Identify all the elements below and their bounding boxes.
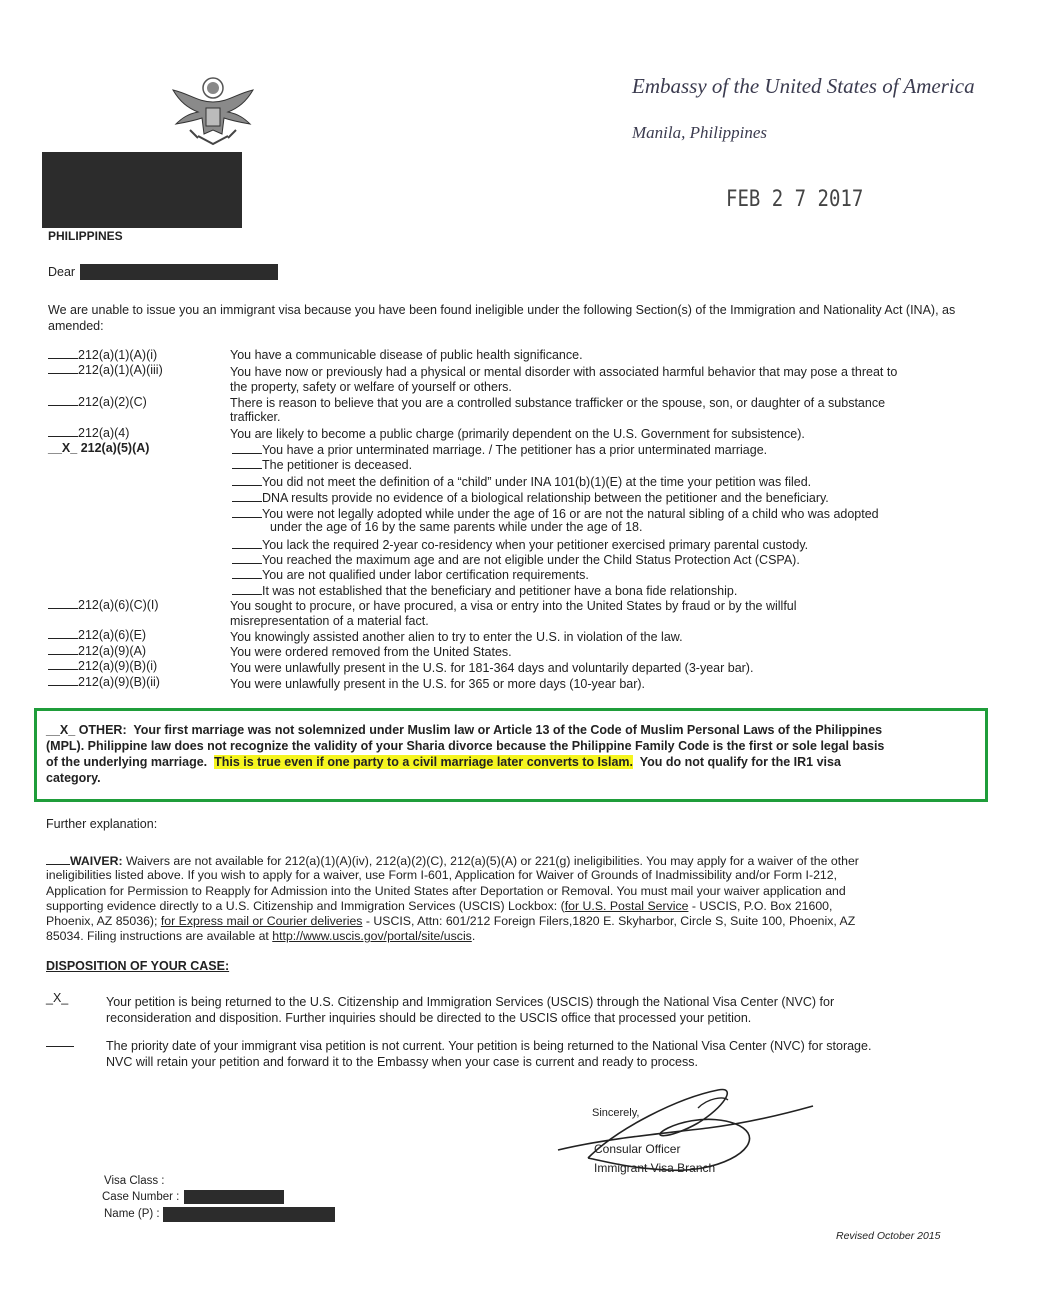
case-number-label: Case Number : [102, 1191, 180, 1203]
name-label: Name (P) : [104, 1208, 160, 1220]
section-text: You are likely to become a public charge (primarily dependent on the U.S. Government for subsistence). [230, 427, 805, 441]
redacted-address [42, 152, 242, 228]
section-row-checked: __X_ 212(a)(5)(A) [48, 441, 150, 455]
redacted-case-number [184, 1190, 284, 1204]
section-row: 212(a)(9)(B)(i) [48, 658, 157, 675]
section-text: You were unlawfully present in the U.S. for 181-364 days and voluntarily departed (3-year bar). [230, 661, 754, 675]
other-line: __X_ OTHER: Your first marriage was not solemnized under Muslim law or Article 13 of the Code of Muslim Personal Laws of the Philippines [46, 723, 883, 737]
great-seal-icon [168, 72, 258, 152]
sub-item: under the age of 16 by the same parents while under the age of 18. [270, 520, 643, 534]
sub-item: You did not meet the definition of a “child” under INA 101(b)(1)(E) at the time your petition was filed. [232, 474, 811, 491]
sub-item: The petitioner is deceased. [232, 457, 412, 474]
sincerely: Sincerely, [592, 1107, 640, 1119]
waiver-line: supporting evidence directly to a U.S. Citizenship and Immigration Services (USCIS) Lockbox: (for U.S. Postal Service - USCIS, P.O. Box 21600, [46, 899, 833, 913]
intro-paragraph: We are unable to issue you an immigrant visa because you have been found ineligible under the following Section(s) of the Immigration and Nationality Act (INA), as amended: [48, 303, 956, 333]
section-row: 212(a)(2)(C) [48, 394, 147, 411]
disposition-title: DISPOSITION OF YOUR CASE: [46, 959, 230, 973]
section-row: 212(a)(1)(A)(i) [48, 347, 157, 364]
disposition-mark-2 [46, 1046, 74, 1047]
section-row: 212(a)(6)(C)(I) [48, 597, 159, 614]
waiver-line: Application for Permission to Reapply for Admission into the United States after Deportation or Removal. You must mail your waiver application and [46, 884, 846, 898]
section-row: 212(a)(9)(A) [48, 643, 146, 660]
sub-item: You have a prior unterminated marriage. / The petitioner has a prior unterminated marriage. [232, 442, 767, 459]
sub-item: You lack the required 2-year co-residency when your petitioner exercised primary parental custody. [232, 537, 808, 554]
other-line: category. [46, 771, 101, 785]
disposition-item-2: The priority date of your immigrant visa petition is not current. Your petition is being returned to the National Visa Center (NVC) for storage. [106, 1039, 872, 1053]
waiver-line: WAIVER: Waivers are not available for 212(a)(1)(A)(iv), 212(a)(2)(C), 212(a)(5)(A) or 221(g) ineligibilities. You may apply for a waiver of the other [46, 853, 859, 870]
sub-item: You are not qualified under labor certification requirements. [232, 567, 589, 584]
further-explanation-label: Further explanation: [46, 817, 158, 831]
section-row: 212(a)(4) [48, 425, 129, 442]
sub-item: DNA results provide no evidence of a biological relationship between the petitioner and the beneficiary. [232, 490, 829, 507]
section-text: You were unlawfully present in the U.S. for 365 or more days (10-year bar). [230, 677, 646, 691]
sub-item: You reached the maximum age and are not eligible under the Child Status Protection Act (CSPA). [232, 552, 800, 569]
section-text: misrepresentation of a material fact. [230, 614, 429, 628]
disposition-item-1: Your petition is being returned to the U.S. Citizenship and Immigration Services (USCIS) through the National Visa Center (NVC) for [106, 995, 835, 1009]
recipient-country: PHILIPPINES [48, 229, 123, 243]
other-line: (MPL). Philippine law does not recognize the validity of your Sharia divorce because the Philippine Family Code is the first or sole legal basis [46, 739, 885, 753]
disposition-item-2: NVC will retain your petition and forward it to the Embassy when your case is current and ready to process. [106, 1055, 698, 1069]
letter-date: FEB 2 7 2017 [726, 186, 864, 212]
redacted-name [80, 264, 278, 280]
other-line: of the underlying marriage. This is true even if one party to a civil marriage later converts to Islam. You do not qualify for the IR1 visa [46, 755, 841, 769]
embassy-name: Embassy of the United States of America [632, 74, 975, 98]
section-text: the property, safety or welfare of yourself or others. [230, 380, 512, 394]
salutation: Dear [48, 265, 76, 279]
visa-class-label: Visa Class : [104, 1175, 165, 1187]
section-text: There is reason to believe that you are a controlled substance trafficker or the spouse, son, or daughter of a substance [230, 396, 886, 410]
disposition-mark-1: _X_ [46, 991, 69, 1005]
section-row: 212(a)(6)(E) [48, 627, 146, 644]
waiver-line: 85034. Filing instructions are available at http://www.uscis.gov/portal/site/uscis. [46, 929, 476, 943]
section-row: 212(a)(9)(B)(ii) [48, 674, 160, 691]
section-text: You have now or previously had a physical or mental disorder with associated harmful behavior that may pose a threat to [230, 365, 898, 379]
sub-item: It was not established that the beneficiary and petitioner have a bona fide relationship. [232, 583, 737, 600]
section-text: You have a communicable disease of public health significance. [230, 348, 583, 362]
uscis-link[interactable]: http://www.uscis.gov/portal/site/uscis [272, 929, 472, 943]
section-text: trafficker. [230, 410, 281, 424]
waiver-line: ineligibilities listed above. If you wish to apply for a waiver, use Form I-601, Application for Waiver of Grounds of Inadmissibility and/or Form I-212, [46, 868, 837, 882]
section-row: 212(a)(1)(A)(iii) [48, 362, 163, 379]
waiver-line: Phoenix, AZ 85036); for Express mail or Courier deliveries - USCIS, Attn: 601/212 Foreign Filers,1820 E. Skyharbor, Circle S, Suite 100, Phoenix, AZ [46, 914, 856, 928]
redacted-name-field [163, 1207, 335, 1222]
section-text: You were ordered removed from the United States. [230, 645, 512, 659]
section-text: You sought to procure, or have procured, a visa or entry into the United States by fraud or by the willful [230, 599, 797, 613]
highlighted-text: This is true even if one party to a civil marriage later converts to Islam. [214, 755, 633, 769]
section-text: You knowingly assisted another alien to try to enter the U.S. in violation of the law. [230, 630, 683, 644]
officer-title: Consular Officer [594, 1142, 681, 1156]
revised-note: Revised October 2015 [836, 1230, 941, 1242]
disposition-item-1: reconsideration and disposition. Further inquiries should be directed to the USCIS office that processed your petition. [106, 1011, 752, 1025]
sub-item: You were not legally adopted while under the age of 16 or are not the natural sibling of a child who was adopted [232, 506, 879, 523]
embassy-location: Manila, Philippines [632, 123, 768, 142]
officer-branch: Immigrant Visa Branch [594, 1161, 716, 1175]
